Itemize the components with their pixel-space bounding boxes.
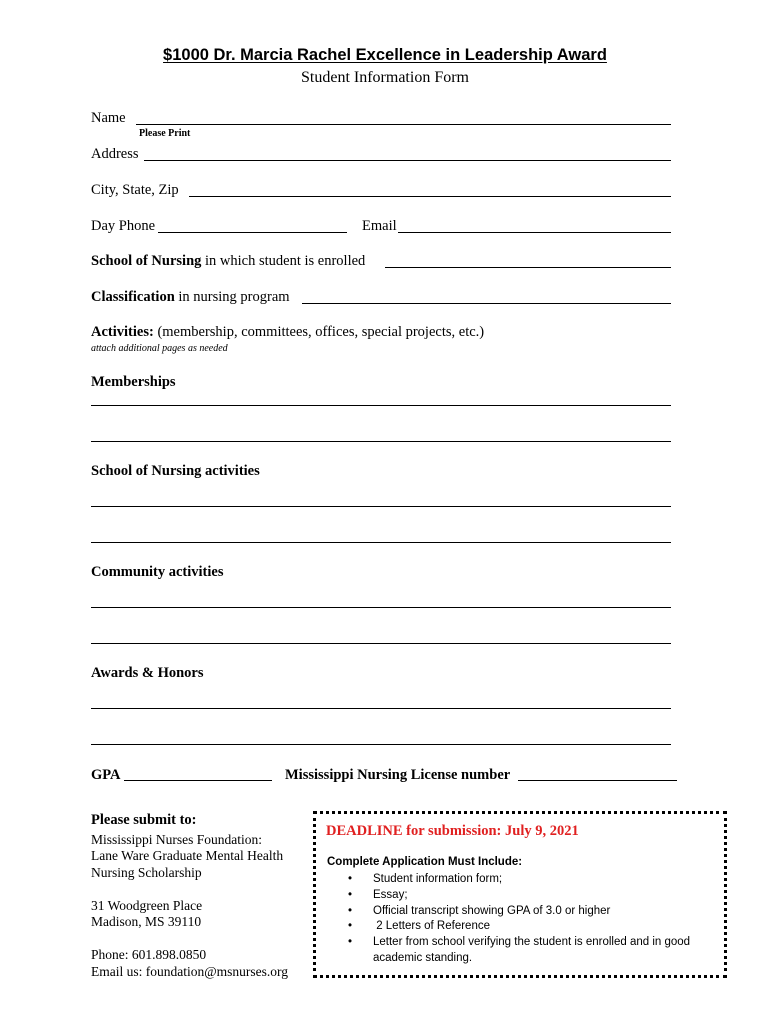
city-state-zip-field[interactable] xyxy=(189,196,671,197)
email-label: Email xyxy=(362,218,397,234)
submit-street: 31 Woodgreen Place xyxy=(91,897,203,913)
list-item: • Essay; xyxy=(327,888,722,904)
city-state-zip-label: City, State, Zip xyxy=(91,182,179,198)
submit-phone: Phone: 601.898.0850 xyxy=(91,947,207,962)
gpa-field[interactable] xyxy=(124,780,272,781)
address-label: Address xyxy=(91,146,139,162)
community-heading: Community activities xyxy=(91,564,224,580)
classification-field[interactable] xyxy=(302,303,671,304)
bullet-icon: • xyxy=(348,873,353,885)
include-list xyxy=(327,872,722,967)
community-line-2[interactable] xyxy=(91,643,671,644)
license-field[interactable] xyxy=(518,780,677,781)
bullet-icon: • xyxy=(348,936,353,949)
deadline-text: DEADLINE for submission: July 9, 2021 xyxy=(326,823,579,839)
include-heading: Complete Application Must Include: xyxy=(327,856,523,868)
bullet-icon: • xyxy=(348,920,353,933)
school-activities-line-2[interactable] xyxy=(91,542,671,543)
school-label: School of Nursing in which student is enrolled xyxy=(91,253,366,269)
bullet-icon: • xyxy=(348,904,353,917)
school-field[interactable] xyxy=(385,267,671,268)
list-item: • Official transcript showing GPA of 3.0 or higher xyxy=(327,904,722,920)
attach-note: attach additional pages as needed xyxy=(91,343,228,354)
awards-line-1[interactable] xyxy=(91,708,671,709)
submit-address-block xyxy=(91,812,288,980)
email-field[interactable] xyxy=(398,232,671,233)
form-subtitle: Student Information Form xyxy=(301,69,469,86)
submit-program-line-2: Nursing Scholarship xyxy=(91,864,202,880)
classification-label: Classification in nursing program xyxy=(91,289,290,305)
address-field[interactable] xyxy=(144,160,671,161)
name-label: Name xyxy=(91,110,126,126)
please-print-note: Please Print xyxy=(139,128,191,139)
gpa-label: GPA xyxy=(91,767,121,783)
day-phone-field[interactable] xyxy=(158,232,347,233)
bullet-icon: • xyxy=(348,888,353,901)
deadline-box xyxy=(313,811,727,978)
awards-line-2[interactable] xyxy=(91,744,671,745)
submit-program-line-1: Lane Ware Graduate Mental Health xyxy=(91,848,284,863)
memberships-heading: Memberships xyxy=(91,374,176,390)
list-item: • 2 Letters of Reference xyxy=(327,919,722,935)
day-phone-label: Day Phone xyxy=(91,218,156,234)
name-field[interactable] xyxy=(136,124,671,125)
school-activities-line-1[interactable] xyxy=(91,506,671,507)
awards-heading: Awards & Honors xyxy=(91,665,204,681)
submit-email: Email us: foundation@msnurses.org xyxy=(91,963,289,979)
school-activities-heading: School of Nursing activities xyxy=(91,463,260,479)
submit-heading: Please submit to: xyxy=(91,812,197,828)
memberships-line-1[interactable] xyxy=(91,405,671,406)
community-line-1[interactable] xyxy=(91,607,671,608)
submit-org: Mississippi Nurses Foundation: xyxy=(91,831,263,847)
license-label: Mississippi Nursing License number xyxy=(285,767,511,783)
activities-label: Activities: (membership, committees, offices, special projects, etc.) xyxy=(91,324,485,340)
list-item: • Letter from school verifying the student is enrolled and in good academic standing. xyxy=(348,936,691,964)
form-title: $1000 Dr. Marcia Rachel Excellence in Leadership Award xyxy=(163,46,607,64)
list-item: • Student information form; xyxy=(327,872,722,888)
memberships-line-2[interactable] xyxy=(91,441,671,442)
submit-city: Madison, MS 39110 xyxy=(91,914,202,929)
